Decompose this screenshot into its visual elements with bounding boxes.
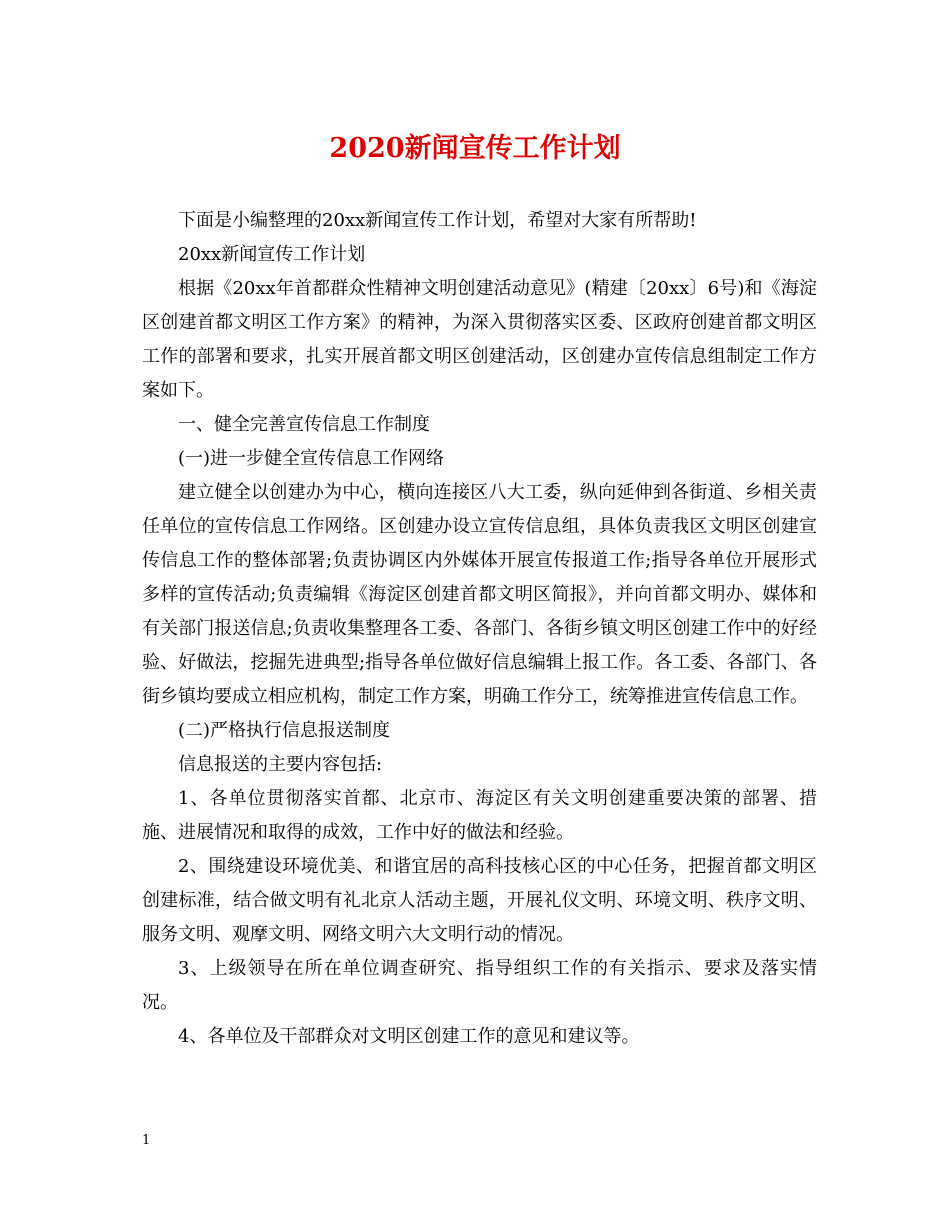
- subsection-heading-1: (一)进一步健全宣传信息工作网络: [178, 448, 445, 469]
- list-item-1: 1、各单位贯彻落实首都、北京市、海淀区有关文明创建重要决策的部署、措施、进展情况和取得的成效，工作中好的做法和经验。: [142, 788, 817, 843]
- paragraph-content-intro: 信息报送的主要内容包括:: [178, 754, 383, 775]
- document-title: 2020新闻宣传工作计划: [329, 133, 621, 164]
- paragraph-network: 建立健全以创建办为中心，横向连接区八大工委，纵向延伸到各街道、乡相关责任单位的宣传信息工作网络。区创建办设立宣传信息组，具体负责我区文明区创建宣传信息工作的整体部署;负责协调区内外媒体开展宣传报道工作;指导各单位开展形式多样的宣传活动;负责编辑《海淀区创建首都文明区简报》，并向首都文明办、媒体和有关部门报送信息;负责收集整理各工委、各部门、各街乡镇文明区创建工作中的好经验、好做法，挖掘先进典型;指导各单位做好信息编辑上报工作。各工委、各部门、各街乡镇均要成立相应机构，制定工作方案，明确工作分工，统筹推进宣传信息工作。: [142, 482, 817, 707]
- subsection-heading-2: (二)严格执行信息报送制度: [178, 720, 391, 741]
- paragraph-intro: 下面是小编整理的20xx新闻宣传工作计划，希望对大家有所帮助!: [178, 210, 697, 231]
- list-item-4: 4、各单位及干部群众对文明区创建工作的意见和建议等。: [178, 1026, 640, 1047]
- page-number: 1: [142, 1133, 151, 1148]
- paragraph-basis: 根据《20xx年首都群众性精神文明创建活动意见》(精建〔20xx〕6号)和《海淀区创建首都文明区工作方案》的精神，为深入贯彻落实区委、区政府创建首都文明区工作的部署和要求，扎实开展首都文明区创建活动，区创建办宣传信息组制定工作方案如下。: [142, 278, 817, 401]
- list-item-3: 3、上级领导在所在单位调查研究、指导组织工作的有关指示、要求及落实情况。: [142, 958, 817, 1013]
- document-body: [142, 204, 817, 1054]
- list-item-2: 2、围绕建设环境优美、和谐宜居的高科技核心区的中心任务，把握首都文明区创建标准，结合做文明有礼北京人活动主题，开展礼仪文明、环境文明、秩序文明、服务文明、观摩文明、网络文明六大文明行动的情况。: [142, 856, 817, 945]
- paragraph-subtitle: 20xx新闻宣传工作计划: [178, 244, 366, 265]
- section-heading-1: 一、健全完善宣传信息工作制度: [178, 414, 430, 435]
